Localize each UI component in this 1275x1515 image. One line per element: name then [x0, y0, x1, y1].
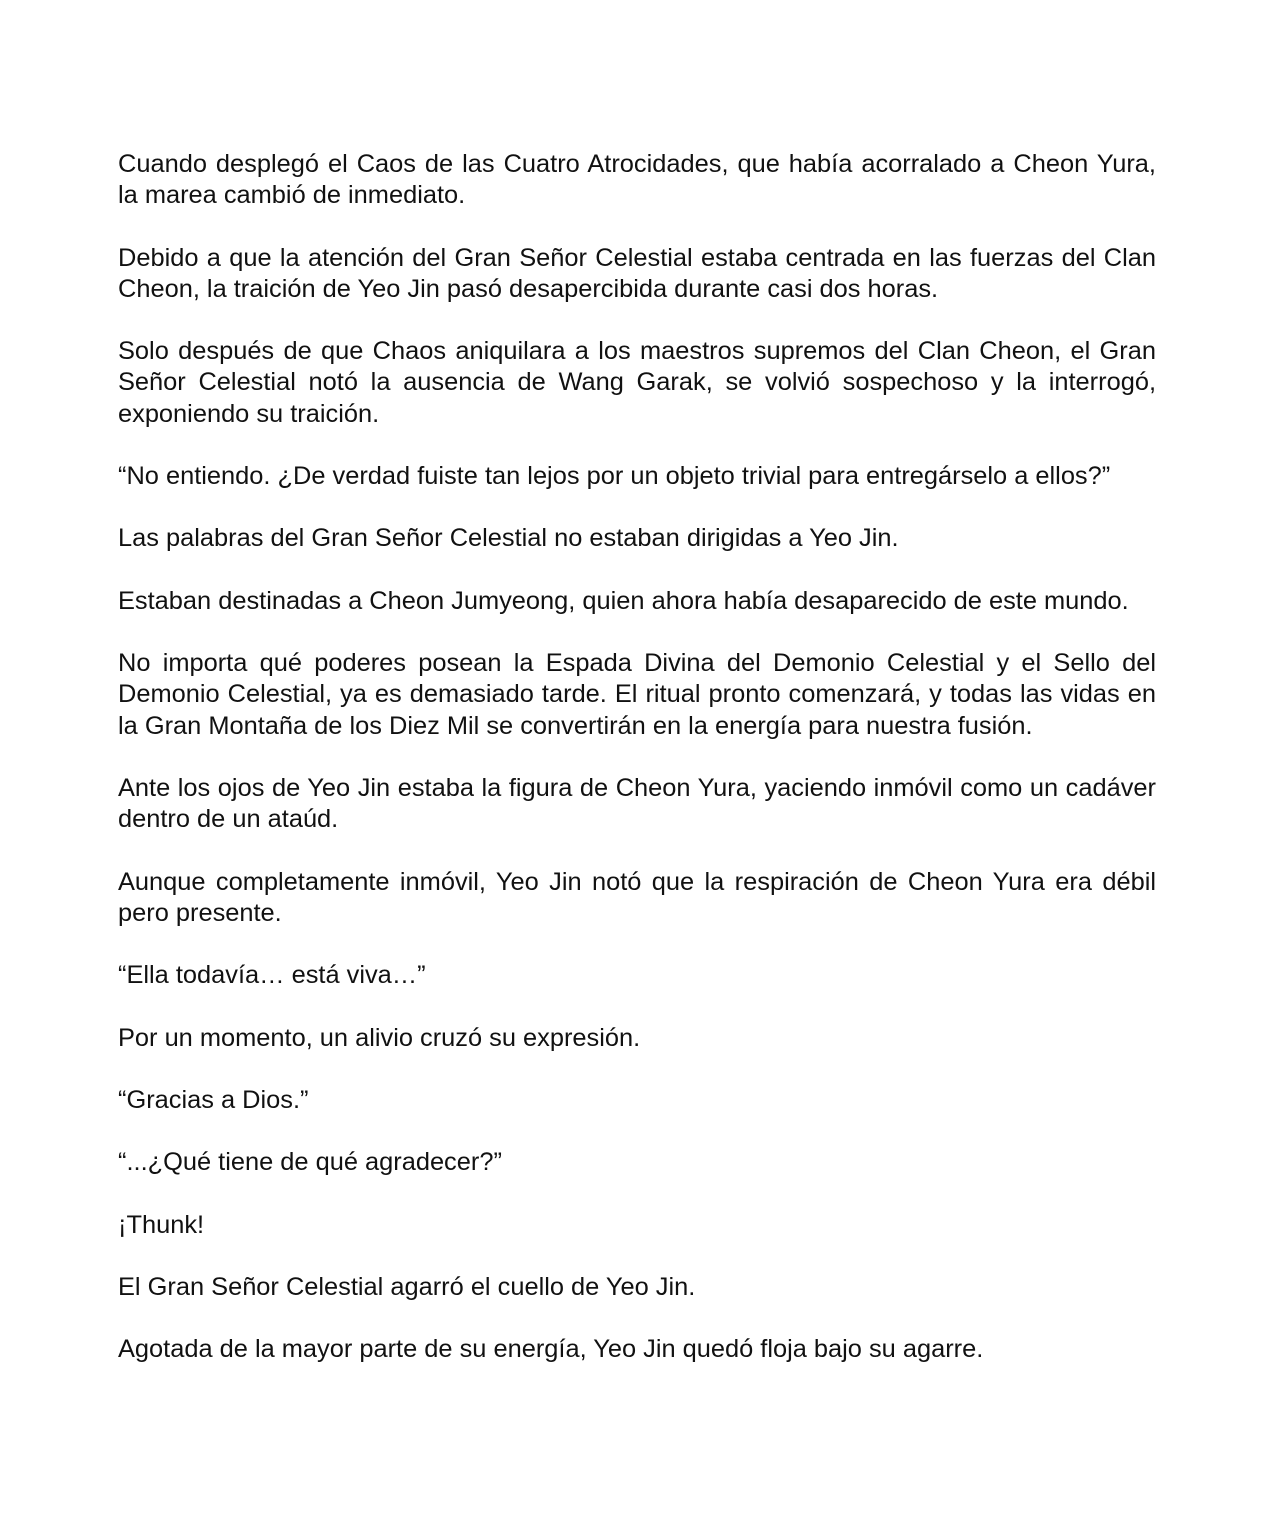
paragraph-6: Estaban destinadas a Cheon Jumyeong, quien ahora había desaparecido de este mundo.: [118, 586, 1129, 615]
paragraph-9: Aunque completamente inmóvil, Yeo Jin notó que la respiración de Cheon Yura era débil pero presente.: [118, 867, 1156, 927]
paragraph-16: Agotada de la mayor parte de su energía, Yeo Jin quedó floja bajo su agarre.: [118, 1335, 984, 1364]
paragraph-12: “Gracias a Dios.”: [118, 1085, 309, 1114]
document-body: [118, 149, 1156, 1366]
paragraph-4: “No entiendo. ¿De verdad fuiste tan lejos por un objeto trivial para entregárselo a ellos?”: [118, 461, 1111, 490]
paragraph-2: Debido a que la atención del Gran Señor Celestial estaba centrada en las fuerzas del Clan Cheon, la traición de Yeo Jin pasó desapercibida durante casi dos horas.: [118, 243, 1156, 303]
paragraph-3: Solo después de que Chaos aniquilara a los maestros supremos del Clan Cheon, el Gran Señor Celestial notó la ausencia de Wang Garak, se volvió sospechoso y la interrogó, exponiendo su traición.: [118, 337, 1156, 428]
paragraph-13: “...¿Qué tiene de qué agradecer?”: [118, 1148, 502, 1177]
paragraph-15: El Gran Señor Celestial agarró el cuello de Yeo Jin.: [118, 1273, 696, 1302]
paragraph-1: Cuando desplegó el Caos de las Cuatro Atrocidades, que había acorralado a Cheon Yura, la marea cambió de inmediato.: [118, 150, 1156, 210]
paragraph-5: Las palabras del Gran Señor Celestial no estaban dirigidas a Yeo Jin.: [118, 524, 899, 553]
paragraph-14: ¡Thunk!: [118, 1210, 205, 1239]
paragraph-11: Por un momento, un alivio cruzó su expresión.: [118, 1023, 641, 1052]
paragraph-8: Ante los ojos de Yeo Jin estaba la figura de Cheon Yura, yaciendo inmóvil como un cadáver dentro de un ataúd.: [118, 773, 1156, 834]
paragraph-10: “Ella todavía… está viva…”: [118, 961, 426, 990]
paragraph-7: No importa qué poderes posean la Espada Divina del Demonio Celestial y el Sello del Demonio Celestial, ya es demasiado tarde. El ritual pronto comenzará, y todas las vidas en la Gran Montaña de los Diez Mil se convertirán en la energía para nuestra fusión.: [118, 649, 1156, 740]
